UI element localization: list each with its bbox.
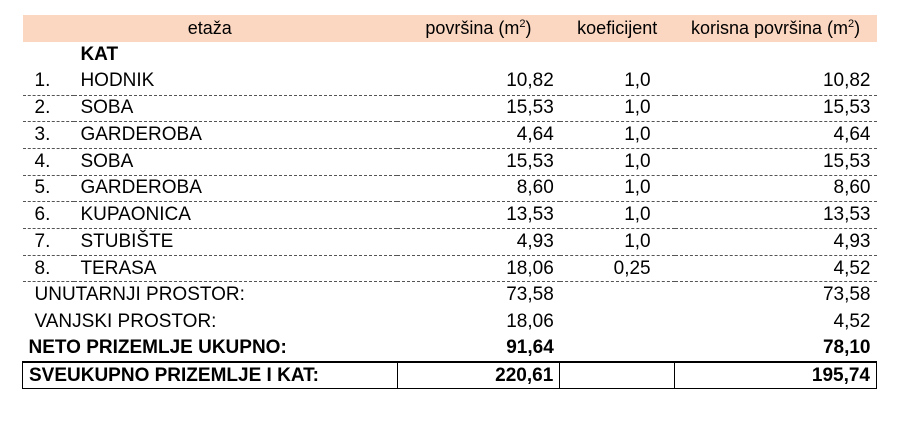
area-table [22, 15, 877, 389]
table-row [23, 68, 877, 95]
summary-area: 73,58 [506, 284, 554, 306]
row-number: 3. [23, 122, 75, 149]
neto-label: NETO PRIZEMLJE UKUPNO: [23, 335, 398, 362]
summary-row-unutarnji [23, 282, 877, 309]
summary-row-vanjski [23, 309, 877, 336]
room-name: TERASA [74, 255, 397, 282]
room-useful-area: 8,60 [675, 175, 877, 202]
row-number: 5. [23, 175, 75, 202]
section-title: KAT [80, 44, 119, 66]
summary-label: UNUTARNJI PROSTOR: [34, 284, 245, 306]
row-number: 8. [23, 255, 75, 282]
room-useful-area: 15,53 [675, 148, 877, 175]
room-coefficient: 0,25 [560, 255, 675, 282]
room-name: KUPAONICA [74, 202, 397, 229]
room-area: 15,53 [397, 95, 560, 122]
grand-total-row [23, 362, 877, 389]
room-coefficient: 1,0 [560, 202, 675, 229]
row-number: 6. [23, 202, 75, 229]
room-useful-area: 10,82 [675, 68, 877, 95]
room-coefficient: 1,0 [560, 229, 675, 256]
room-coefficient: 1,0 [560, 175, 675, 202]
room-area: 4,64 [397, 122, 560, 149]
grand-label: SVEUKUPNO PRIZEMLJE I KAT: [23, 362, 398, 389]
header-korisna-povrsina: korisna površina $(m^2)$ [675, 15, 877, 42]
room-name: HODNIK [74, 68, 397, 95]
room-area: 4,93 [397, 229, 560, 256]
summary-useful: 4,52 [833, 310, 871, 332]
room-rows [23, 68, 877, 282]
section-title-row [23, 42, 877, 69]
table-row [23, 175, 877, 202]
room-useful-area: 4,64 [675, 122, 877, 149]
neto-total-row [23, 335, 877, 362]
room-area: 18,06 [397, 255, 560, 282]
room-coefficient: 1,0 [560, 122, 675, 149]
summary-useful: 73,58 [822, 284, 871, 306]
summary-area: 18,06 [506, 310, 554, 332]
room-name: SOBA [74, 95, 397, 122]
room-useful-area: 15,53 [675, 95, 877, 122]
row-number: 7. [23, 229, 75, 256]
room-name: STUBIŠTE [74, 229, 397, 256]
room-useful-area: 4,93 [675, 229, 877, 256]
header-koeficijent: koeficijent [560, 15, 675, 42]
room-coefficient: 1,0 [560, 68, 675, 95]
room-area: 10,82 [397, 68, 560, 95]
table-row [23, 95, 877, 122]
header-etaza: etaža [23, 15, 398, 42]
row-number: 1. [23, 68, 75, 95]
table-row [23, 229, 877, 256]
grand-area: 220,61 [397, 362, 560, 389]
room-name: SOBA [74, 148, 397, 175]
grand-useful: 195,74 [675, 362, 877, 389]
table-row [23, 122, 877, 149]
room-coefficient: 1,0 [560, 95, 675, 122]
row-number: 2. [23, 95, 75, 122]
table-header-row [23, 15, 877, 42]
table-row [23, 202, 877, 229]
table-row [23, 148, 877, 175]
table-row [23, 255, 877, 282]
room-area: 13,53 [397, 202, 560, 229]
neto-useful: 78,10 [675, 335, 877, 362]
neto-area: 91,64 [397, 335, 560, 362]
room-useful-area: 4,52 [675, 255, 877, 282]
room-coefficient: 1,0 [560, 148, 675, 175]
summary-label: VANJSKI PROSTOR: [34, 310, 217, 332]
room-area: 15,53 [397, 148, 560, 175]
room-name: GARDEROBA [74, 175, 397, 202]
header-povrsina: površina $(m^2)$ [397, 15, 560, 42]
room-name: GARDEROBA [74, 122, 397, 149]
room-useful-area: 13,53 [675, 202, 877, 229]
room-area: 8,60 [397, 175, 560, 202]
row-number: 4. [23, 148, 75, 175]
